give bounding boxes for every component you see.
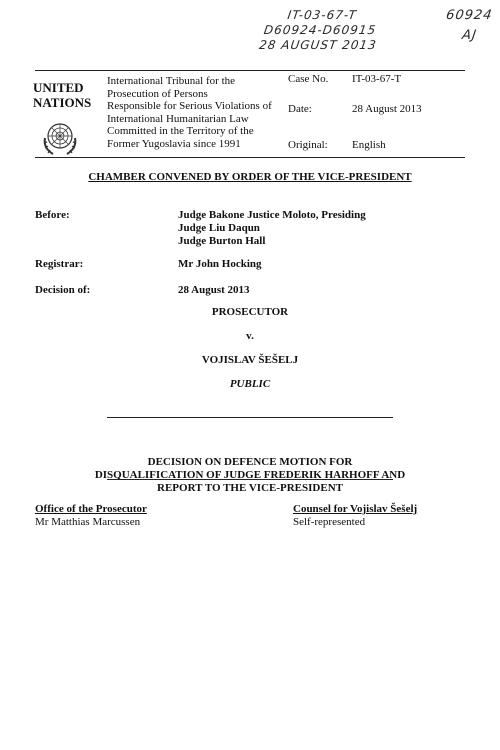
prosecutor-heading: PROSECUTOR	[211, 306, 289, 318]
judge-name: Judge Liu Daqun	[178, 222, 260, 234]
tribunal-line: International Humanitarian Law	[107, 112, 249, 125]
decision-bottom-rule	[107, 479, 393, 480]
header-bottom-rule	[35, 157, 465, 158]
original-row	[288, 133, 448, 169]
decision-of-value: 28 August 2013	[178, 284, 250, 296]
registrar-row	[35, 258, 465, 272]
decision-title	[35, 456, 465, 495]
original-value: English	[352, 139, 386, 151]
original-label: Original:	[288, 139, 328, 151]
stamp-page-range: D60924-D60915	[262, 23, 378, 37]
tribunal-line: Responsible for Serious Violations of	[107, 100, 272, 112]
chamber-title: CHAMBER CONVENED BY ORDER OF THE VICE-PRESIDENT	[88, 171, 412, 183]
case-info	[288, 73, 448, 169]
handwritten-stamp	[217, 8, 423, 53]
date-value: 28 August 2013	[352, 103, 422, 115]
org-name-line-2: NATIONS	[33, 95, 92, 110]
decision-title-line: DECISION ON DEFENCE MOTION FOR	[147, 456, 353, 468]
date-label: Date:	[288, 103, 312, 115]
accused-name: VOJISLAV ŠEŠELJ	[201, 354, 299, 366]
case-number-label: Case No.	[288, 73, 329, 85]
date-row	[288, 103, 448, 133]
judges-list	[178, 209, 465, 248]
before-label: Before:	[35, 209, 70, 221]
org-name-line-1: UNITED	[33, 80, 84, 95]
tribunal-line: Prosecution of Persons	[107, 87, 208, 100]
judge-name: Judge Burton Hall	[178, 235, 266, 247]
decision-of-label: Decision of:	[35, 284, 91, 296]
stamp-date: 28 AUGUST 2013	[258, 38, 378, 52]
defence-counsel	[293, 503, 417, 529]
before-row	[35, 209, 465, 248]
decision-title-line: DISQUALIFICATION OF JUDGE FREDERIK HARHOFF AND	[94, 469, 406, 481]
un-block	[33, 80, 105, 163]
tribunal-name	[107, 75, 277, 150]
public-status: PUBLIC	[229, 378, 271, 390]
tribunal-line: International Tribunal for the	[107, 75, 236, 87]
decision-title-line: REPORT TO THE VICE-PRESIDENT	[157, 482, 343, 494]
case-number-value: IT-03-67-T	[352, 73, 402, 85]
handwritten-page-number: 60924	[445, 8, 494, 23]
header-top-rule	[35, 70, 465, 71]
tribunal-line: Committed in the Territory of the	[107, 125, 254, 137]
decision-top-rule	[107, 417, 393, 418]
registrar-value: Mr John Hocking	[178, 258, 262, 270]
stamp-case-number: IT-03-67-T	[286, 8, 358, 22]
prosecution-counsel	[35, 503, 147, 529]
defence-heading: Counsel for Vojislav Šešelj	[293, 503, 418, 515]
versus-text: v.	[246, 330, 254, 342]
prosecution-heading: Office of the Prosecutor	[35, 503, 147, 515]
registrar-label: Registrar:	[35, 258, 84, 270]
defence-name: Self-represented	[293, 516, 366, 528]
decision-of-row	[35, 284, 465, 298]
prosecution-name: Mr Matthias Marcussen	[35, 516, 141, 528]
case-number-row	[288, 73, 448, 103]
tribunal-line: Former Yugoslavia since 1991	[107, 137, 241, 150]
judge-name: Judge Bakone Justice Moloto, Presiding	[178, 209, 366, 221]
handwritten-initials: AJ	[461, 28, 478, 43]
